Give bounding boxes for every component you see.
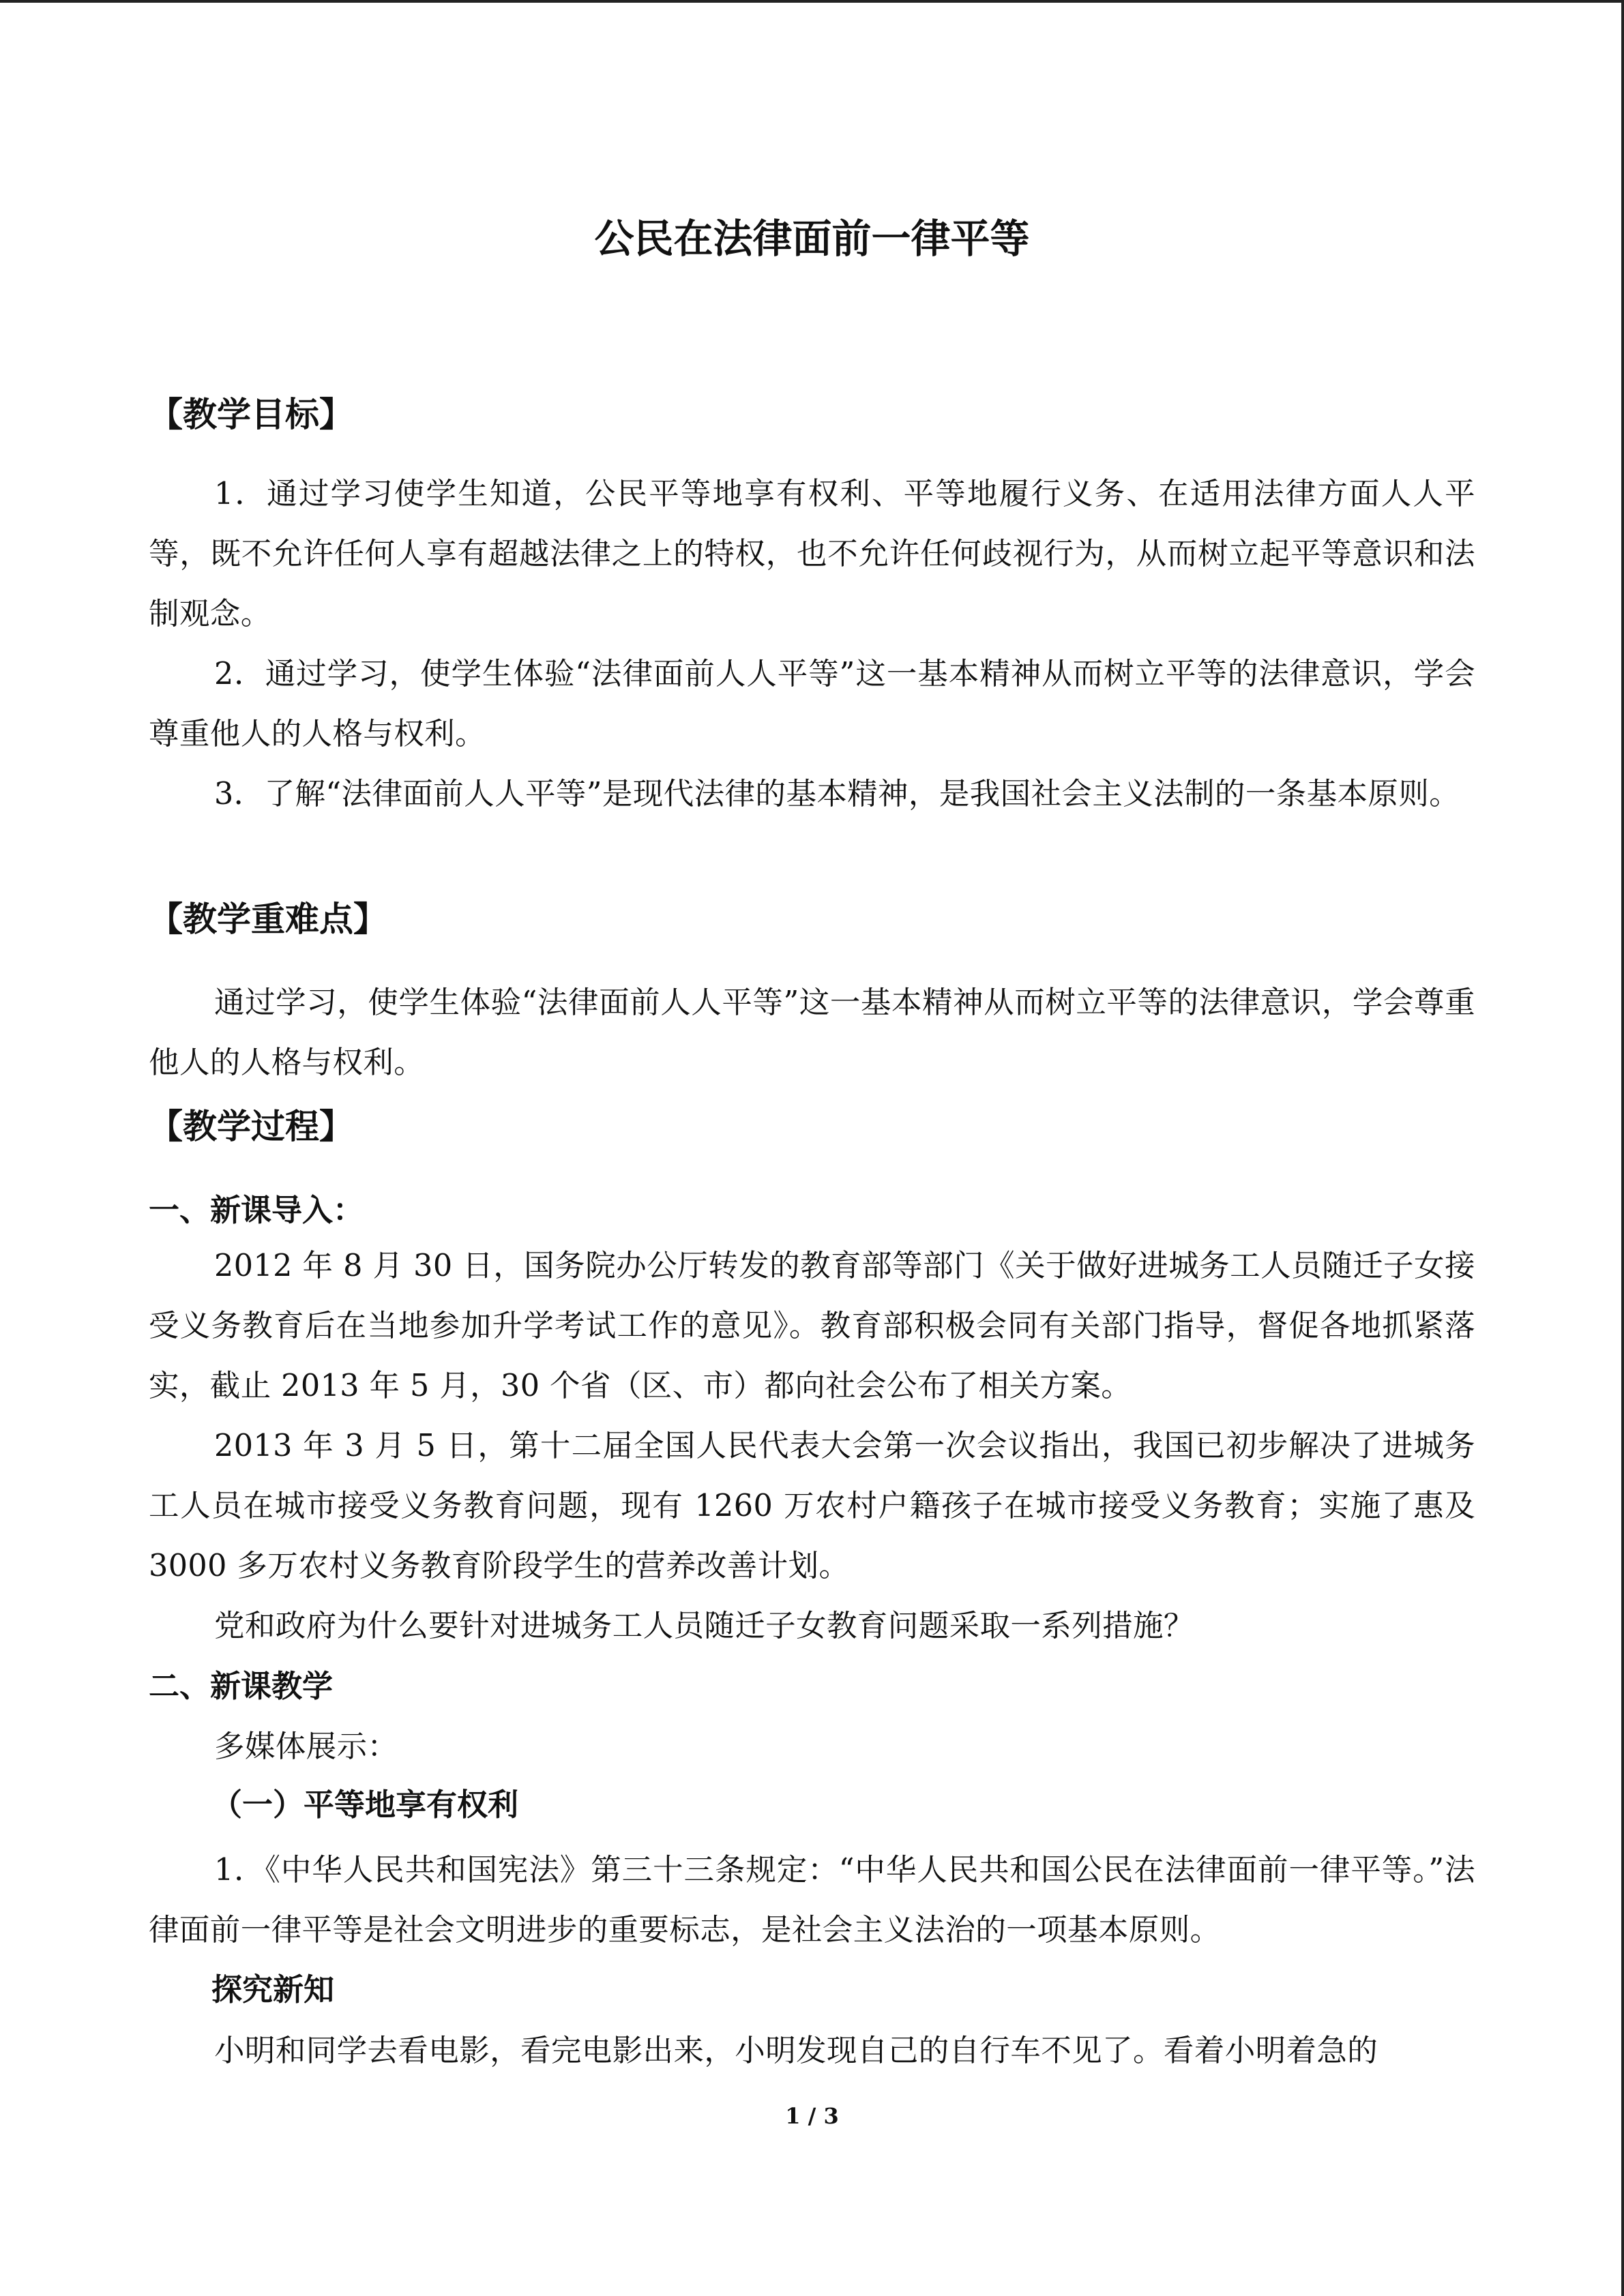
page-top-border (0, 0, 1624, 3)
constitution-point-1: 1．《中华人民共和国宪法》第三十三条规定：“中华人民共和国公民在法律面前一律平等。”法律面前一律平等是社会文明进步的重要标志，是社会主义法治的一项基本原则。 (149, 1853, 1475, 1948)
objectives-heading: 【教学目标】 (149, 395, 353, 434)
process-heading: 【教学过程】 (149, 1107, 353, 1146)
page-number: 1 / 3 (785, 2103, 839, 2129)
intro-paragraph-2: 2013 年 3 月 5 日，第十二届全国人民代表大会第一次会议指出，我国已初步解决了进城务工人员在城市接受义务教育问题，现有 1260 万农村户籍孩子在城市接受义务教育；实施了惠及 3000 多万农村义务教育阶段学生的营养改善计划。 (149, 1429, 1475, 1583)
objective-item-3: 3．了解“法律面前人人平等”是现代法律的基本精神，是我国社会主义法制的一条基本原则。 (214, 777, 1460, 811)
page-right-border (1621, 0, 1624, 2296)
intro-heading: 一、新课导入： (149, 1192, 364, 1228)
media-label: 多媒体展示： (214, 1729, 398, 1764)
key-points-heading: 【教学重难点】 (149, 899, 387, 939)
page-title: 公民在法律面前一律平等 (594, 215, 1030, 262)
intro-paragraph-1: 2012 年 8 月 30 日，国务院办公厅转发的教育部等部门《关于做好进城务工人员随迁子女接受义务教育后在当地参加升学考试工作的意见》。教育部积极会同有关部门指导，督促各地抓紧落实，截止 2013 年 5 月，30 个省（区、市）都向社会公布了相关方案。 (149, 1249, 1475, 1403)
explore-heading: 探究新知 (211, 1971, 335, 2008)
teaching-heading: 二、新课教学 (149, 1668, 334, 1704)
story-paragraph: 小明和同学去看电影，看完电影出来，小明发现自己的自行车不见了。看着小明着急的 (214, 2033, 1378, 2068)
intro-question: 党和政府为什么要针对进城务工人员随迁子女教育问题采取一系列措施？ (214, 1609, 1194, 1643)
objective-item-2: 2．通过学习，使学生体验“法律面前人人平等”这一基本精神从而树立平等的法律意识，学会尊重他人的人格与权利。 (149, 657, 1475, 751)
key-points-text: 通过学习，使学生体验“法律面前人人平等”这一基本精神从而树立平等的法律意识，学会尊重他人的人格与权利。 (149, 985, 1475, 1080)
subsection-heading-equal-rights: （一）平等地享有权利 (211, 1787, 519, 1823)
objective-item-1: 1．通过学习使学生知道，公民平等地享有权利、平等地履行义务、在适用法律方面人人平等，既不允许任何人享有超越法律之上的特权，也不允许任何歧视行为，从而树立起平等意识和法制观念。 (149, 477, 1475, 631)
